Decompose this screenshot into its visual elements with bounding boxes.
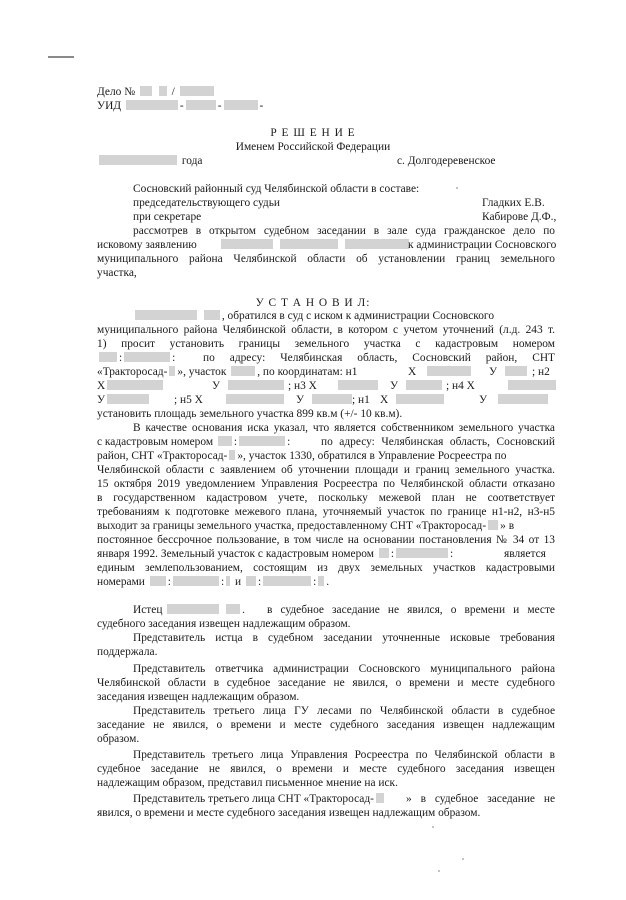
text-fragment: к администрации Сосновского — [408, 239, 557, 251]
redaction — [229, 450, 235, 460]
redaction — [226, 604, 240, 614]
redaction — [396, 548, 448, 558]
text-fragment: с кадастровым номером — [97, 436, 214, 448]
redaction — [221, 239, 273, 249]
redaction — [107, 394, 149, 404]
coord-point: ; н1 — [352, 394, 370, 406]
coord-redaction — [226, 379, 286, 393]
court-text-line — [97, 238, 197, 252]
text-fragment: «Тракторосад- — [97, 366, 168, 378]
place-name: с. Долгодеревенское — [397, 155, 496, 167]
coord-x: Х — [408, 366, 417, 378]
text-fragment: , обратился в суд с иском к администрации Сосновского — [221, 310, 495, 322]
p5-line-1: Представитель ответчика администрации Сосновского муниципального района — [133, 663, 555, 675]
scan-speck — [432, 826, 434, 828]
redaction — [318, 576, 324, 586]
established-heading: У С Т А Н О В И Л: — [255, 297, 371, 309]
p2-line-8 — [97, 519, 514, 533]
scan-speck — [438, 870, 440, 872]
coord-y: У — [212, 380, 221, 392]
uid-line — [97, 99, 263, 113]
p1-line-7 — [97, 393, 151, 407]
redaction — [508, 380, 556, 390]
case-number-label: Дело № — [97, 86, 136, 98]
text-fragment: Представитель третьего лица СНТ «Тракторосад- — [133, 793, 374, 805]
text-fragment: », участок 1330, обратился в Управление Росреестра по — [237, 450, 507, 462]
redaction — [228, 380, 284, 390]
coord-point: ; н5 Х — [174, 394, 203, 406]
coord-redaction — [496, 393, 550, 407]
p8-line-1 — [133, 792, 386, 806]
redaction — [218, 436, 232, 446]
uid-separator: - — [179, 100, 184, 112]
redaction — [99, 155, 177, 165]
text-fragment: в судебное заседание не явился, о времени и месте — [267, 604, 555, 616]
p2-line-5: 15 октября 2019 уведомлением Управления Росреестра по Челябинской области отказано — [97, 478, 555, 490]
uid-label: УИД — [97, 100, 122, 112]
text-fragment: по адресу: Челябинская область, Сосновский — [321, 436, 555, 448]
redaction — [345, 239, 409, 249]
p1-line-5 — [97, 365, 357, 379]
coord-y: У — [97, 394, 106, 406]
coord-y: У — [296, 394, 305, 406]
redaction — [246, 576, 256, 586]
p1-line-3: 1) просит установить границы земельного участка с кадастровым номером — [97, 338, 555, 350]
redaction — [379, 548, 389, 558]
p7-line-1: Представитель третьего лица Управления Росреестра по Челябинской области в — [133, 749, 555, 761]
redaction — [338, 380, 378, 390]
p2-line-10: января 1992. Земельный участок с кадастровым номером : : — [97, 548, 454, 560]
redaction — [239, 436, 285, 446]
p2-line-11: единым землепользованием, состоящим из двух земельных участков кадастровыми — [97, 562, 555, 574]
court-composition-line: Сосновский районный суд Челябинской области в составе: — [133, 183, 420, 195]
decision-title: Р Е Ш Е Н И Е — [270, 127, 356, 139]
uid-separator: - — [259, 100, 264, 112]
uid-separator: - — [217, 100, 222, 112]
redaction — [396, 394, 444, 404]
court-text-line: муниципального района Челябинской области об установлении границ земельного — [97, 253, 555, 265]
p2-line-2: с кадастровым номером : : — [97, 436, 291, 448]
p2-line-2-text — [321, 435, 555, 449]
p2-line-7: требованиям к подготовке межевого плана, уточняемый участок по границе н1-н2, н3-н5 — [97, 506, 555, 518]
redaction — [107, 380, 163, 390]
redaction — [173, 576, 219, 586]
in-name-line: Именем Российской Федерации — [235, 141, 391, 153]
p7-line-2: судебное заседание не явился, о времени и месте судебного заседания извещен — [97, 763, 555, 775]
redaction — [150, 576, 166, 586]
p3-line-2: судебного заседания извещен надлежащим образом. — [97, 618, 351, 630]
text-fragment: », участок — [177, 366, 227, 378]
p1-line-4-text — [203, 351, 555, 365]
redaction — [186, 100, 216, 110]
coord-y: У — [390, 380, 399, 392]
redaction — [159, 86, 167, 96]
court-text-line: рассмотрев в открытом судебном заседании в зале суда гражданское дело по — [133, 225, 555, 237]
date-line — [97, 154, 202, 168]
redaction — [126, 100, 178, 110]
p1-line-8: установить площадь земельного участка 899 кв.м (+/- 10 кв.м). — [97, 408, 403, 420]
p5-line-2: Челябинской области в судебное заседание не явился, о времени и месте судебного — [97, 677, 555, 689]
p6-line-3: образом. — [97, 733, 140, 745]
redaction — [180, 86, 214, 96]
secretary-name: Кабирове Д.Ф., — [482, 211, 557, 223]
coord-redaction — [394, 393, 446, 407]
p6-line-1: Представитель третьего лица ГУ лесами по Челябинской области в судебное — [133, 705, 555, 717]
p7-line-3: надлежащим образом, представил письменное мнение на иск. — [97, 777, 398, 789]
redaction — [204, 310, 220, 320]
p1-line-6 — [97, 379, 165, 393]
coord-redaction — [404, 379, 444, 393]
coord-point: ; н2 — [532, 366, 550, 378]
coord-point: ; н4 Х — [446, 380, 475, 392]
coord-redaction — [310, 393, 354, 407]
redaction — [280, 239, 338, 249]
p1-line-4: : : — [97, 351, 175, 365]
p1-line-2: муниципального района Челябинской области, в котором с учетом уточнений (л.д. 243 т. — [97, 324, 555, 336]
p2-line-1: В качестве основания иска указал, что является собственником земельного участка — [133, 422, 555, 434]
redaction-row — [219, 238, 411, 252]
coord-y: У — [479, 394, 488, 406]
p4-line-2: поддержала. — [97, 646, 158, 658]
p8-line-2: явился, о времени и месте судебного заседания извещен надлежащим образом. — [97, 807, 481, 819]
text-fragment: номерами — [97, 576, 145, 588]
p2-line-6: в государственном кадастровом учете, поскольку межевой план не соответствует — [97, 492, 555, 504]
p2-line-9: постоянное бессрочное пользование, в том числе на основании постановления № 34 от 13 — [97, 534, 555, 546]
p2-line-3 — [97, 449, 555, 463]
presiding-name: Гладких Е.В. — [482, 197, 545, 209]
redaction — [505, 366, 527, 376]
redaction — [498, 394, 548, 404]
presiding-label: председательствующего судьи — [133, 197, 281, 209]
coord-redaction — [336, 379, 380, 393]
text-fragment: , по координатам: н1 — [257, 366, 358, 378]
redaction — [427, 366, 471, 376]
redaction — [135, 310, 197, 320]
redaction — [312, 394, 352, 404]
coord-redaction — [506, 379, 558, 393]
redaction — [226, 394, 284, 404]
coord-redaction — [503, 365, 529, 379]
p5-line-3: заседания извещен надлежащим образом. — [97, 691, 300, 703]
redaction — [376, 793, 384, 803]
coord-redaction — [224, 393, 286, 407]
text-fragment: и — [234, 576, 242, 588]
p2-line-4: Челябинской области с заявлением об уточнении площади и границ земельного участка. — [97, 464, 555, 476]
redaction — [226, 576, 230, 586]
redaction — [231, 366, 255, 376]
text-fragment: Истец — [133, 604, 163, 616]
coord-point: ; н3 Х — [288, 380, 317, 392]
p8-line-1-text — [406, 792, 555, 806]
p4-line-1: Представитель истца в судебном заседании уточненные исковые требования — [133, 632, 555, 644]
redaction — [99, 352, 117, 362]
secretary-label: при секретаре — [133, 211, 202, 223]
text-fragment: января 1992. Земельный участок с кадастровым номером — [97, 548, 374, 560]
case-number-separator: / — [171, 86, 175, 98]
redaction — [169, 366, 175, 376]
text-fragment: исковому заявлению — [97, 239, 197, 251]
coord-y: У — [489, 366, 498, 378]
scan-speck — [462, 858, 464, 860]
text-fragment: » в судебное заседание не — [406, 793, 555, 805]
coord-redaction — [425, 365, 473, 379]
text-fragment: район, СНТ «Тракторосад- — [97, 450, 228, 462]
p2-line-12: номерами : : и : : . — [97, 576, 330, 588]
coord-x: Х — [380, 394, 389, 406]
redaction — [140, 86, 152, 96]
redaction — [124, 352, 170, 362]
text-fragment: по адресу: Челябинская область, Сосновский район, СНТ — [203, 352, 555, 364]
scan-artifact — [48, 56, 74, 58]
redaction — [263, 576, 311, 586]
case-number-line — [97, 85, 216, 99]
scan-speck — [456, 187, 458, 189]
p6-line-2: заседание не явился, о времени и месте судебного заседания извещен надлежащим — [97, 719, 555, 731]
coord-x: Х — [97, 380, 106, 392]
redaction — [224, 100, 258, 110]
redaction — [406, 380, 442, 390]
p3-line-1-text — [267, 603, 555, 617]
text-fragment: выходит за границы земельного участка, предоставленному СНТ «Тракторосад- — [97, 520, 487, 532]
text-fragment: » в — [500, 520, 515, 532]
text-fragment: является — [504, 548, 546, 560]
redaction — [488, 520, 498, 530]
redaction — [167, 604, 219, 614]
p1-line-1 — [133, 309, 494, 323]
p3-line-1: Истец . — [133, 604, 245, 616]
court-text-line: участка, — [97, 267, 137, 279]
year-word: года — [181, 155, 203, 167]
